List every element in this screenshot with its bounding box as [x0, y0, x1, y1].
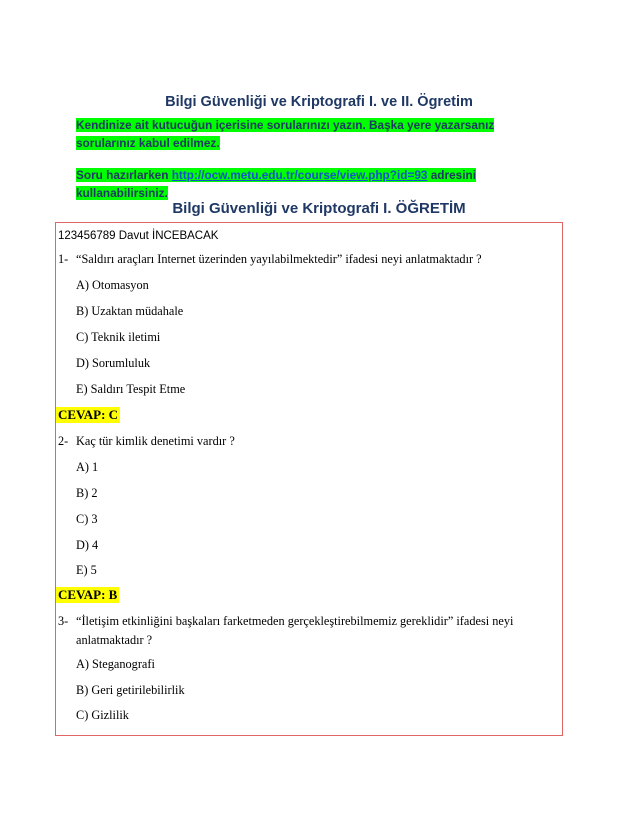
question-1 — [58, 250, 482, 269]
note-block — [76, 166, 506, 202]
option-a: A) Otomasyon — [76, 278, 149, 292]
answer-label: CEVAP: B — [58, 587, 118, 602]
note-prefix: Soru hazırlarken — [76, 168, 172, 182]
option-a: A) Steganografi — [76, 657, 155, 671]
question-number: 1- — [58, 252, 69, 266]
option-b: B) Uzaktan müdahale — [76, 304, 184, 318]
author-id: 123456789 Davut İNCEBACAK — [58, 230, 219, 242]
instruction-line-2: sorularınız kabul edilmez. — [76, 136, 220, 150]
section-title: Bilgi Güvenliği ve Kriptografi I. ÖĞRETİM — [172, 200, 466, 217]
question-number: 3- — [58, 614, 69, 628]
question-text-cont: anlatmaktadır ? — [76, 633, 153, 647]
option-e: E) Saldırı Tespit Etme — [76, 382, 186, 396]
question-3 — [58, 612, 514, 647]
option-a: A) 1 — [76, 460, 99, 474]
option-d: D) Sorumluluk — [76, 356, 151, 370]
note-line-2: kullanabilirsiniz. — [76, 186, 168, 200]
option-e: E) 5 — [76, 563, 97, 577]
instruction-block — [76, 116, 506, 152]
answer-label: CEVAP: C — [58, 407, 119, 422]
question-text: “Saldırı araçları Internet üzerinden yayılabilmektedir” ifadesi neyi anlatmaktadır ? — [76, 252, 482, 266]
option-b: B) 2 — [76, 486, 98, 500]
question-text: “İletişim etkinliğini başkaları farketmeden gerçekleştirebilmemiz gereklidir” ifadesi neyi — [76, 614, 514, 628]
document-title: Bilgi Güvenliği ve Kriptografi I. ve II. Ögretim — [165, 94, 473, 110]
option-c: C) 3 — [76, 512, 98, 526]
note-suffix: adresini — [427, 168, 476, 182]
course-link[interactable]: http://ocw.metu.edu.tr/course/view.php?id=93 — [171, 168, 428, 182]
instruction-line-1: Kendinize ait kutucuğun içerisine sorularınızı yazın. Başka yere yazarsanız — [76, 118, 495, 132]
option-b: B) Geri getirilebilirlik — [76, 683, 185, 697]
option-d: D) 4 — [76, 538, 99, 552]
option-c: C) Gizlilik — [76, 708, 129, 722]
question-number: 2- — [58, 434, 69, 448]
question-text: Kaç tür kimlik denetimi vardır ? — [76, 434, 235, 448]
option-c: C) Teknik iletimi — [76, 330, 161, 344]
question-2 — [58, 432, 235, 451]
